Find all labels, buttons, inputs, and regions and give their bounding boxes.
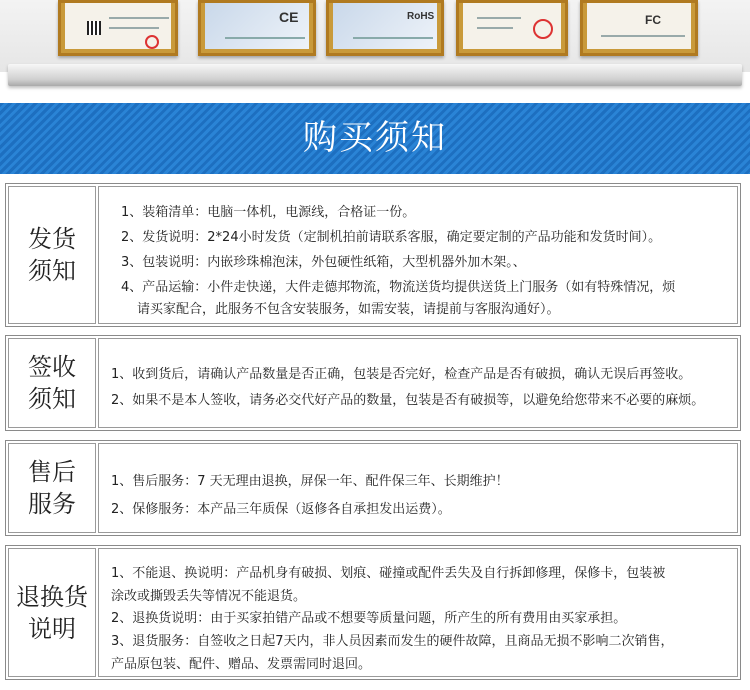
return-exchange-section: [5, 545, 741, 680]
text-line: [353, 37, 433, 39]
text-line: [109, 17, 169, 19]
certificate-frame-5: [580, 0, 698, 56]
section-label: 售后 服务: [28, 458, 76, 518]
banner-title: 购买须知: [303, 118, 447, 158]
shipping-notice-section: [5, 183, 741, 327]
text-line: [109, 27, 159, 29]
section-content: [98, 186, 738, 324]
certificate-frame-3: [326, 0, 444, 56]
content-line: 3、包装说明：内嵌珍珠棉泡沫，外包硬性纸箱，大型机器外加木架。、: [121, 255, 526, 270]
content-line: 4、产品运输：小件走快递，大件走德邦物流，物流送货均提供送货上门服务（如有特殊情况，烦: [121, 280, 676, 295]
certificate-paper: [333, 3, 437, 49]
text-line: [477, 27, 513, 29]
purchase-notice-banner: [0, 103, 750, 174]
text-line: [601, 35, 685, 37]
after-sales-section: [5, 440, 741, 536]
section-label: 退换货 说明: [16, 582, 88, 643]
content-line: 1、不能退、换说明：产品机身有破损、划痕、碰撞或配件丢失及自行拆卸修理，保修卡，包装被: [111, 566, 666, 581]
certificate-paper: [587, 3, 691, 49]
section-label-cell: [8, 443, 96, 533]
fcc-mark: FC: [645, 13, 661, 27]
rohs-mark: RoHS: [407, 11, 435, 22]
shelf-board: [8, 64, 742, 86]
certificate-frame-4: [456, 0, 568, 56]
content-line: 2、发货说明：2*24小时发货（定制机拍前请联系客服，确定要定制的产品功能和发货时间）。: [121, 230, 662, 245]
ce-mark: CE: [279, 9, 299, 25]
content-line: 2、如果不是本人签收，请务必交代好产品的数量，包装是否有破损等，以避免给您带来不必要的麻烦。: [111, 393, 705, 408]
certificate-frame-2: [198, 0, 316, 56]
section-label-cell: [8, 186, 96, 324]
qr-code-icon: [87, 21, 101, 35]
section-label-cell: [8, 548, 96, 677]
content-line: 产品原包装、配件、赠品、发票需同时退回。: [111, 657, 372, 672]
section-label: 签收 须知: [28, 353, 76, 413]
content-line: 1、收到货后，请确认产品数量是否正确，包装是否完好，检查产品是否有破损，确认无误后再签收。: [111, 367, 692, 382]
text-line: [477, 17, 521, 19]
red-seal-icon: [145, 35, 159, 49]
text-line: [225, 37, 305, 39]
certificate-paper: [463, 3, 561, 49]
red-seal-icon: [533, 19, 553, 39]
certificate-paper: [205, 3, 309, 49]
content-line: 1、装箱清单：电脑一体机，电源线，合格证一份。: [121, 205, 416, 220]
receipt-notice-section: [5, 335, 741, 431]
content-line: 请买家配合，此服务不包含安装服务，如需安装，请提前与客服沟通好）。: [137, 302, 560, 317]
section-label: 发货 须知: [28, 225, 76, 285]
section-content: [98, 548, 738, 677]
content-line: 涂改或撕毁丢失等情况不能退货。: [111, 589, 307, 604]
certificate-paper: [65, 3, 171, 49]
section-content: [98, 443, 738, 533]
content-line: 2、保修服务：本产品三年质保（返修各自承担发出运费）。: [111, 502, 451, 517]
certificate-shelf: [0, 0, 750, 92]
content-line: 1、售后服务：7 天无理由退换，屏保一年、配件保三年、长期维护！: [111, 474, 509, 489]
content-line: 2、退换货说明：由于买家拍错产品或不想要等质量问题，所产生的所有费用由买家承担。: [111, 611, 627, 626]
content-line: 3、退货服务：自签收之日起7天内，非人员因素而发生的硬件故障，且商品无损不影响二次销售，: [111, 634, 674, 649]
section-label-cell: [8, 338, 96, 428]
certificate-frame-1: [58, 0, 178, 56]
section-content: [98, 338, 738, 428]
